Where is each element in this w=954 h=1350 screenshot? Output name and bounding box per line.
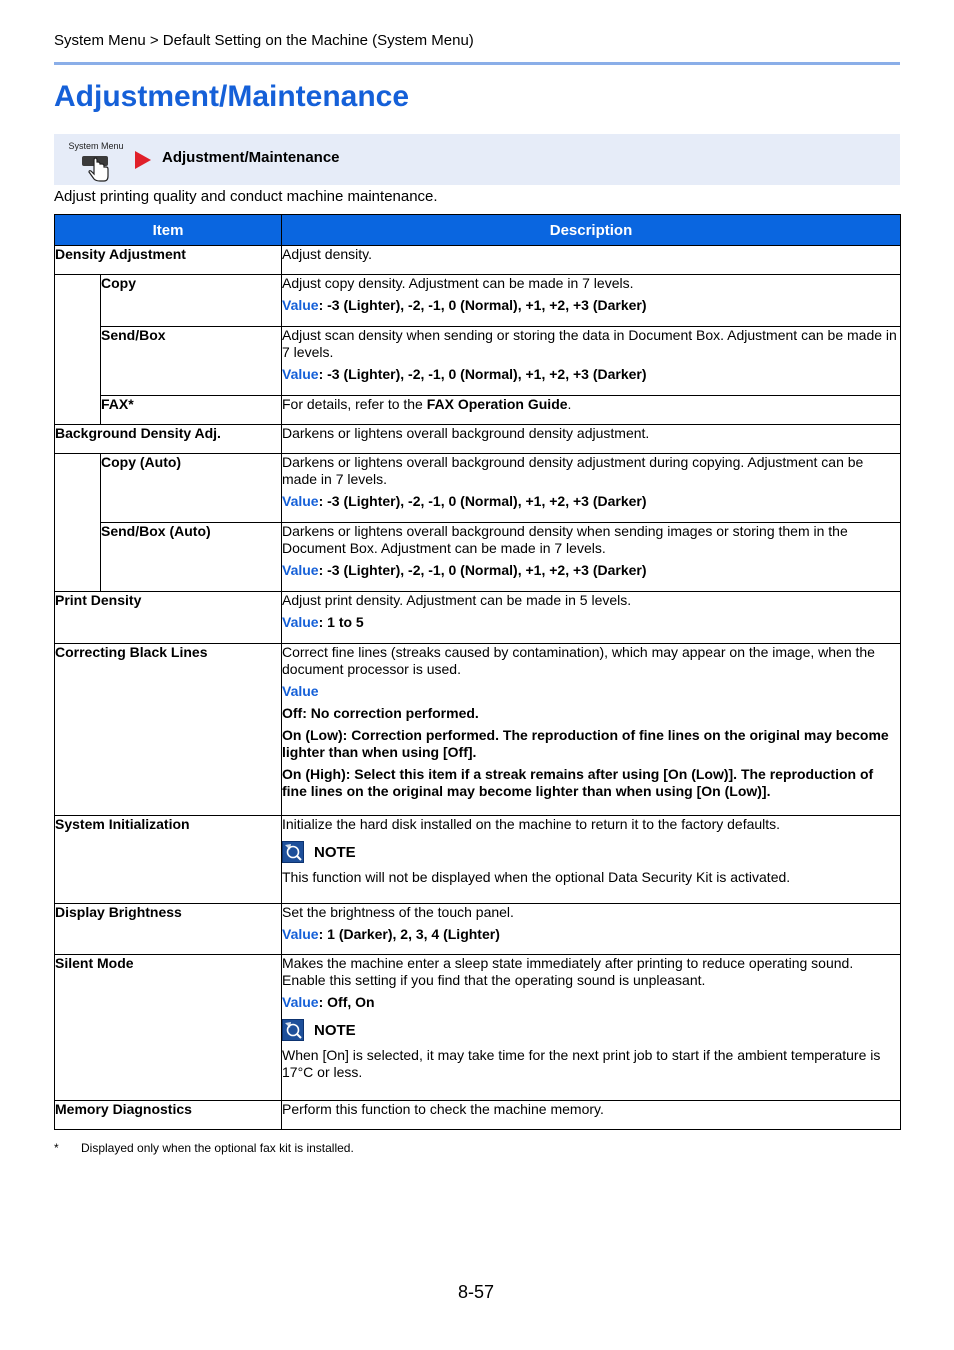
desc-print-density: Adjust print density. Adjustment can be made in 5 levels. Value: 1 to 5 <box>282 592 901 644</box>
page-title: Adjustment/Maintenance <box>54 80 410 113</box>
footnote-mark: * <box>54 1141 59 1155</box>
red-arrow-icon <box>135 151 151 169</box>
system-menu-caption: System Menu <box>68 141 124 151</box>
indent-cell <box>55 275 101 425</box>
note-heading: NOTE <box>282 841 900 863</box>
item-memory-diagnostics: Memory Diagnostics <box>55 1101 282 1130</box>
note-text: This function will not be displayed when the optional Data Security Kit is activated. <box>282 869 791 885</box>
note-heading: NOTE <box>282 1019 900 1041</box>
table-row <box>55 246 901 275</box>
table-row <box>55 327 901 396</box>
note-icon <box>282 841 304 863</box>
table-row <box>55 425 901 454</box>
table-row <box>55 955 901 1101</box>
settings-table <box>54 214 901 1130</box>
item-print-density: Print Density <box>55 592 282 644</box>
desc-background-density: Darkens or lightens overall background density adjustment. <box>282 425 901 454</box>
desc-copy-auto: Darkens or lightens overall background density adjustment during copying. Adjustment can be made in 7 levels. Value: -3 (Lighter), -2, -1, 0 (Normal), +1, +2, +3 (Darker) <box>282 454 901 523</box>
table-row <box>55 396 901 425</box>
table-row <box>55 1101 901 1130</box>
desc-send-box-auto: Darkens or lightens overall background density when sending images or storing them in the Document Box. Adjustment can be made in 7 levels. Value: -3 (Lighter), -2, -1, 0 (Normal), +1, +2, +3 (Darker) <box>282 523 901 592</box>
table-header-row <box>55 215 901 246</box>
table-row <box>55 904 901 955</box>
item-send-box: Send/Box <box>101 327 282 396</box>
header-rule <box>54 62 900 65</box>
item-copy: Copy <box>101 275 282 327</box>
item-display-brightness: Display Brightness <box>55 904 282 955</box>
desc-display-brightness: Set the brightness of the touch panel. Value: 1 (Darker), 2, 3, 4 (Lighter) <box>282 904 901 955</box>
footnote-text: Displayed only when the optional fax kit is installed. <box>81 1141 354 1155</box>
table-row <box>55 523 901 592</box>
note-text: When [On] is selected, it may take time for the next print job to start if the ambient temperature is 17°C or less. <box>282 1047 881 1080</box>
indent-cell <box>55 454 101 592</box>
pointing-hand-icon <box>82 154 112 182</box>
item-system-initialization: System Initialization <box>55 816 282 904</box>
desc-copy: Adjust copy density. Adjustment can be made in 7 levels. Value: -3 (Lighter), -2, -1, 0 (Normal), +1, +2, +3 (Darker) <box>282 275 901 327</box>
desc-memory-diagnostics: Perform this function to check the machine memory. <box>282 1101 901 1130</box>
header-item: Item <box>55 215 282 246</box>
note-icon <box>282 1019 304 1041</box>
page-number: 8-57 <box>458 1282 495 1302</box>
menu-path-label: Adjustment/Maintenance <box>162 149 340 166</box>
breadcrumb: System Menu > Default Setting on the Machine (System Menu) <box>54 32 474 49</box>
desc-system-initialization: Initialize the hard disk installed on the machine to return it to the factory defaults. NOTE This function will not be displayed when the optional Data Security Kit is activated. <box>282 816 901 904</box>
desc-correcting-black-lines: Correct fine lines (streaks caused by contamination), which may appear on the image, when the document processor is used. Value Off: No correction performed. On (Low): Correction performed. The reproduction of fine lines on the original may become lighter than when using [Off]. On (High): Select this item if a streak remains after using [On (Low)]. The reproduction of fine lines on the original may become lighter than when using [On (Low)]. <box>282 644 901 816</box>
table-row <box>55 275 901 327</box>
fax-guide-reference: FAX Operation Guide <box>426 396 568 412</box>
item-background-density: Background Density Adj. <box>55 425 282 454</box>
item-correcting-black-lines: Correcting Black Lines <box>55 644 282 816</box>
item-silent-mode: Silent Mode <box>55 955 282 1101</box>
item-fax: FAX* <box>101 396 282 425</box>
item-density-adjustment: Density Adjustment <box>55 246 282 275</box>
table-row <box>55 592 901 644</box>
table-row <box>55 816 901 904</box>
intro-text: Adjust printing quality and conduct machine maintenance. <box>54 188 438 205</box>
desc-send-box: Adjust scan density when sending or storing the data in Document Box. Adjustment can be made in 7 levels. Value: -3 (Lighter), -2, -1, 0 (Normal), +1, +2, +3 (Darker) <box>282 327 901 396</box>
desc-density-adjustment: Adjust density. <box>282 246 901 275</box>
footnote <box>54 1141 354 1155</box>
system-menu-key-icon <box>66 141 126 183</box>
header-description: Description <box>282 215 901 246</box>
menu-path-bar <box>54 134 900 185</box>
table-row <box>55 454 901 523</box>
item-send-box-auto: Send/Box (Auto) <box>101 523 282 592</box>
item-copy-auto: Copy (Auto) <box>101 454 282 523</box>
desc-silent-mode: Makes the machine enter a sleep state immediately after printing to reduce operating sound. Enable this setting if you find that the operating sound is unpleasant. Value: Off, On NOTE When [On] is selected, it may take time for the next print job to start if the ambient temperature is 17°C or less. <box>282 955 901 1101</box>
table-row <box>55 644 901 816</box>
desc-fax: For details, refer to the FAX Operation Guide. <box>282 396 901 425</box>
